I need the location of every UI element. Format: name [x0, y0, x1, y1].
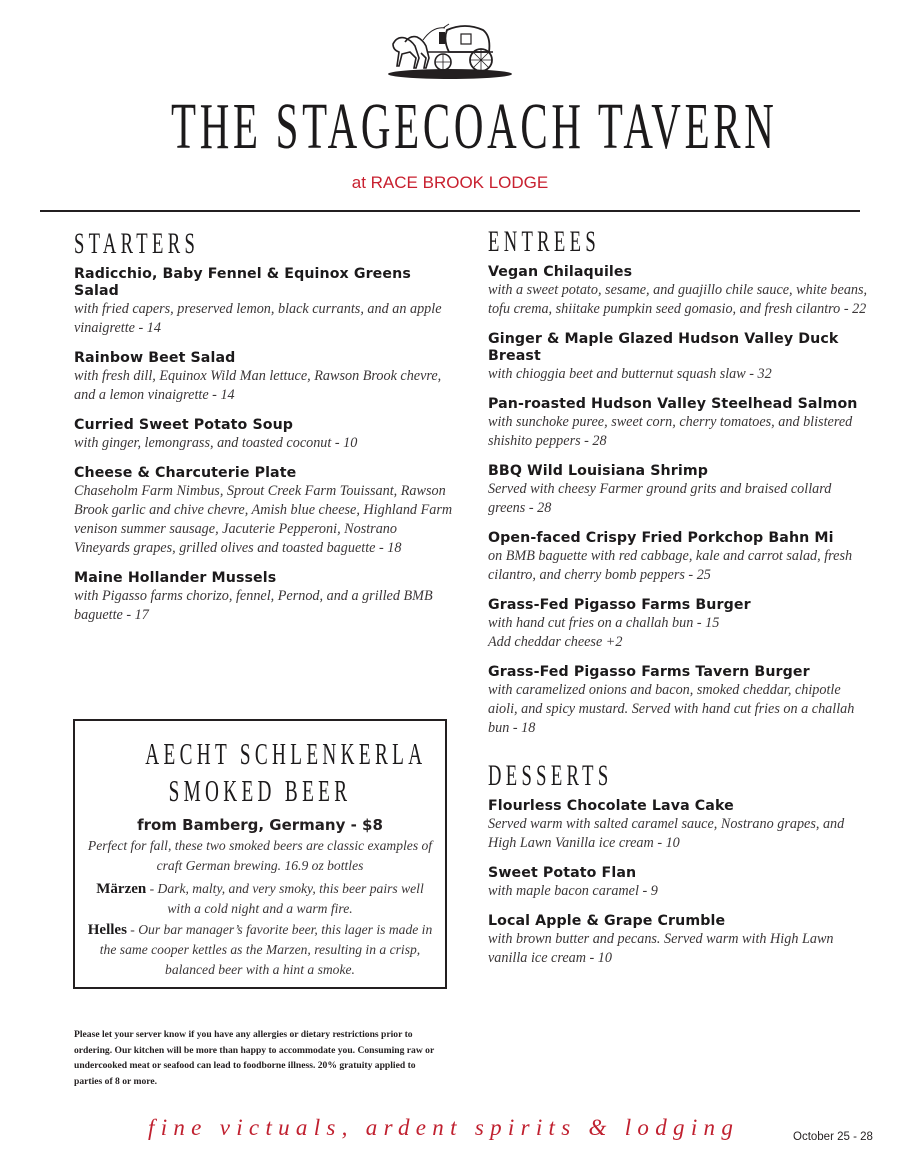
- beer-variety: [75, 879, 445, 919]
- header-divider: [40, 210, 860, 212]
- menu-item: [488, 530, 868, 585]
- item-name: Cheese & Charcuterie Plate: [74, 465, 297, 481]
- item-description: with a sweet potato, sesame, and guajillo chile sauce, white beans, tofu crema, shiitake pumpkin seed gomasio, and fresh cilantro - 22: [488, 282, 868, 317]
- item-description: with brown butter and pecans. Served warm with High Lawn vanilla ice cream - 10: [488, 931, 834, 966]
- menu-item: [488, 331, 868, 384]
- starters-heading: STARTERS: [74, 227, 200, 260]
- menu-item: [488, 396, 868, 451]
- menu-item: [488, 798, 868, 853]
- item-description: on BMB baguette with red cabbage, kale and carrot salad, fresh cilantro, and cherry bomb peppers - 25: [488, 548, 853, 583]
- starters-section: [74, 226, 454, 637]
- allergy-disclaimer: Please let your server know if you have any allergies or dietary restrictions prior to ordering. Our kitchen will be more than happy to accommodate you. Consuming raw or undercooked meat or seafood can lead to foodborne illness. 20% gratuity applied to parties of 8 or more.: [74, 1029, 435, 1087]
- beer-intro: Perfect for fall, these two smoked beers are classic examples of craft German brewing. 16.9 oz bottles: [87, 838, 433, 873]
- item-name: Open-faced Crispy Fried Porkchop Bahn Mi: [488, 530, 834, 546]
- item-description: with sunchoke puree, sweet corn, cherry tomatoes, and blistered shishito peppers - 28: [488, 414, 853, 449]
- item-description: with fried capers, preserved lemon, black currants, and an apple vinaigrette - 14: [74, 301, 442, 336]
- desserts-heading: DESSERTS: [488, 759, 613, 792]
- menu-item: [488, 264, 868, 319]
- menu-item: [74, 417, 454, 453]
- menu-item: [74, 465, 454, 558]
- menu-item: [74, 266, 454, 338]
- item-name: Local Apple & Grape Crumble: [488, 913, 726, 929]
- item-description: with chioggia beet and butternut squash slaw - 32: [488, 366, 772, 382]
- item-name: BBQ Wild Louisiana Shrimp: [488, 463, 708, 479]
- item-description: Chaseholm Farm Nimbus, Sprout Creek Farm Touissant, Rawson Brook garlic and chive chevre, Amish blue cheese, Highland Farm venison summer sausage, Jacuterie Pepperoni, Nostrano Vineyards grapes, grilled olives and toasted baguette - 18: [74, 483, 453, 556]
- item-name: Grass-Fed Pigasso Farms Burger: [488, 597, 751, 613]
- beer-variety-name: Märzen: [96, 881, 147, 897]
- stagecoach-logo-icon: [383, 22, 517, 80]
- item-description: with fresh dill, Equinox Wild Man lettuce, Rawson Brook chevre, and a lemon vinaigrette - 14: [74, 368, 442, 403]
- item-name: Sweet Potato Flan: [488, 865, 637, 881]
- menu-item: [488, 664, 868, 738]
- item-name: Flourless Chocolate Lava Cake: [488, 798, 734, 814]
- restaurant-title: THE STAGECOACH TAVERN: [171, 90, 778, 163]
- item-name: Curried Sweet Potato Soup: [74, 417, 294, 433]
- item-description: with caramelized onions and bacon, smoked cheddar, chipotle aioli, and spicy mustard. Served with hand cut fries on a challah bun - 18: [488, 682, 855, 736]
- beer-origin-price: from Bamberg, Germany - $8: [137, 816, 383, 834]
- item-description: with maple bacon caramel - 9: [488, 883, 658, 899]
- item-name: Pan-roasted Hudson Valley Steelhead Salmon: [488, 396, 858, 412]
- item-description: Served with cheesy Farmer ground grits and braised collard greens - 28: [488, 481, 832, 516]
- beer-feature-box: [73, 719, 447, 989]
- menu-item: [74, 350, 454, 405]
- menu-item: [74, 570, 454, 625]
- item-name: Rainbow Beet Salad: [74, 350, 236, 366]
- menu-dates: October 25 - 28: [793, 1131, 873, 1143]
- item-name: Ginger & Maple Glazed Hudson Valley Duck Breast: [488, 331, 839, 364]
- menu-item: [488, 865, 868, 901]
- item-description: with ginger, lemongrass, and toasted coconut - 10: [74, 435, 358, 451]
- beer-variety-desc: - Dark, malty, and very smoky, this beer pairs well with a cold night and a warm fire.: [146, 881, 424, 916]
- beer-title-line1: AECHT SCHLENKERLA: [145, 736, 427, 771]
- item-name: Vegan Chilaquiles: [488, 264, 633, 280]
- item-addon: Add cheddar cheese +2: [488, 634, 623, 650]
- tagline: fine victuals, ardent spirits & lodging: [148, 1115, 740, 1140]
- restaurant-subtitle: at RACE BROOK LODGE: [351, 173, 549, 192]
- beer-variety: [75, 920, 445, 980]
- beer-variety-desc: - Our bar manager’s favorite beer, this lager is made in the same cooper kettles as the Marzen, resulting in a crisp, balanced beer with a hint a smoke.: [99, 922, 433, 977]
- beer-variety-name: Helles: [87, 922, 127, 938]
- item-name: Radicchio, Baby Fennel & Equinox Greens Salad: [74, 266, 411, 299]
- item-description: Served warm with salted caramel sauce, Nostrano grapes, and High Lawn Vanilla ice cream - 10: [488, 816, 845, 851]
- entrees-desserts-column: [488, 224, 868, 980]
- item-name: Maine Hollander Mussels: [74, 570, 277, 586]
- menu-item: [488, 913, 868, 968]
- item-name: Grass-Fed Pigasso Farms Tavern Burger: [488, 664, 810, 680]
- beer-title-line2: SMOKED BEER: [168, 773, 352, 808]
- item-description: with hand cut fries on a challah bun - 15: [488, 615, 720, 631]
- item-description: with Pigasso farms chorizo, fennel, Pernod, and a grilled BMB baguette - 17: [74, 588, 433, 623]
- menu-item: [488, 463, 868, 518]
- entrees-heading: ENTREES: [488, 225, 601, 258]
- menu-item: [488, 597, 868, 652]
